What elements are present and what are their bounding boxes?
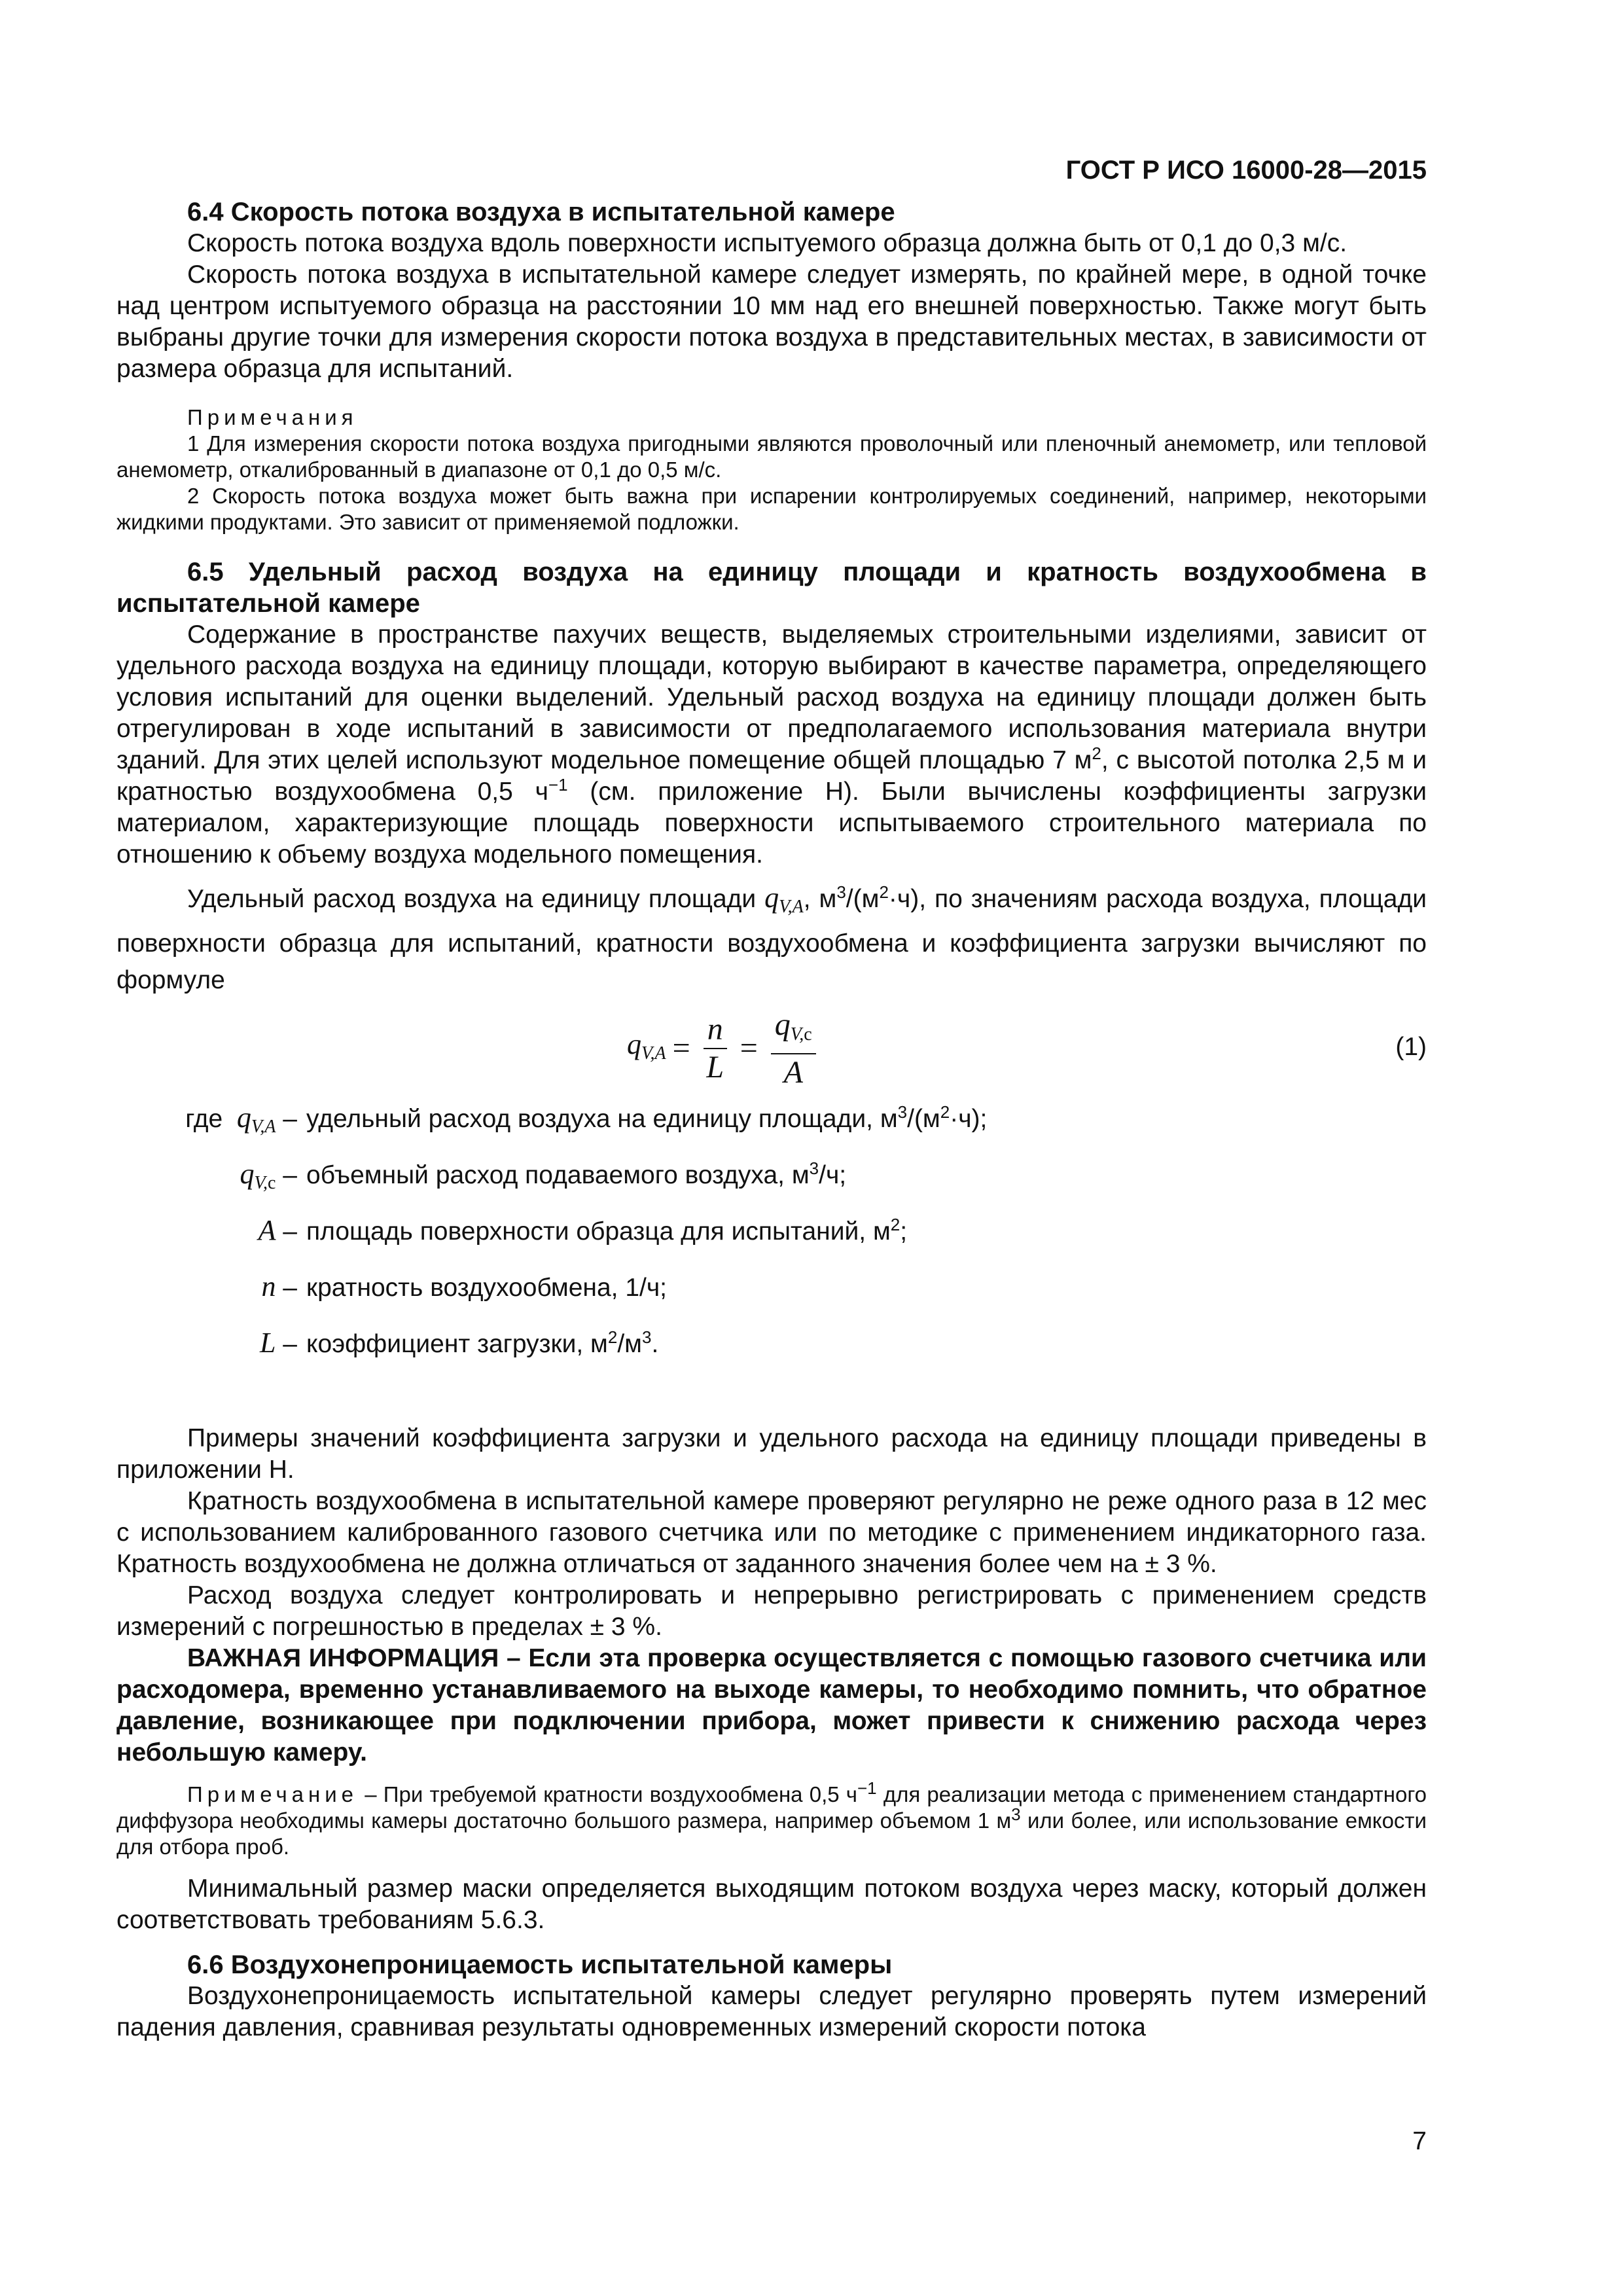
formula-number: (1) — [1395, 1033, 1427, 1061]
s65-paragraph-1: Содержание в пространстве пахучих веществ, выделяемых строительными изделиями, зависит от удельного расхода воздуха на единицу площади, которую выбирают в качестве параметра, определяющего условия испытаний для оценки выделений. Удельный расход воздуха на единицу площади должен быть отрегулирован в ходе испытаний в зависимости от предполагаемого использования материала внутри зданий. Для этих целей используют модельное помещение общей площадью 7 $м^2$, с высотой потолка 2,5 м и кратностью воздухообмена 0,5 $ч^{-1}$ (см. приложение Н). Были вычислены коэффициенты загрузки материалом, характеризующие площадь поверхности испытываемого строительного материала по отношению к объему воздуха модельного помещения. — [116, 620, 1427, 869]
formula-expression: $q_{V,A}$ = $\frac{n}{L}$ = $\frac{q_{V,}c}{A}$ — [627, 1009, 823, 1088]
definition-row: A – площадь поверхности образца для испытаний, $м^2$; — [258, 1214, 908, 1246]
important-information: ВАЖНАЯ ИНФОРМАЦИЯ – Если эта проверка осуществляется с помощью газового счетчика или расходомера, временно устанавливаемого на выходе камеры, то необходимо помнить, что обратное давление, возникающее при подключении прибора, может привести к снижению расхода через небольшую камеру. — [116, 1644, 1427, 1767]
s65-paragraph-5: Расход воздуха следует контролировать и непрерывно регистрировать с применением средств измерений с погрешностью в пределах ± 3 %. — [116, 1581, 1427, 1641]
s65-paragraph-6: Минимальный размер маски определяется выходящим потоком воздуха через маску, который должен соответствовать требованиям 5.6.3. — [116, 1874, 1427, 1934]
definition-row: L – коэффициент загрузки, $м^2/м^3$. — [259, 1327, 659, 1359]
document-id: ГОСТ Р ИСО 16000-28—2015 — [1065, 156, 1427, 185]
note-1: 1 Для измерения скорости потока воздуха пригодными являются проволочный или пленочный анемометр, или тепловой анемометр, откалиброванный в диапазоне от 0,1 до 0,5 м/с. — [116, 431, 1427, 482]
s64-paragraph-1: Скорость потока воздуха вдоль поверхности испытуемого образца должна быть от 0,1 до 0,3 м/с. — [187, 229, 1347, 257]
note-air-exchange: Примечание – При требуемой кратности воздухообмена 0,5 $ч^{-1}$ для реализации метода с применением стандартного диффузора необходимы камеры достаточно большого размера, например объемом 1 $м^3$ или более, или использование емкости для отбора проб. — [116, 1778, 1427, 1859]
symbol-definitions — [116, 1102, 1427, 1384]
note-2: 2 Скорость потока воздуха может быть важна при испарении контролируемых соединений, например, некоторыми жидкими продуктами. Это зависит от применяемой подложки. — [116, 484, 1427, 534]
s65-paragraph-2: Удельный расход воздуха на единицу площади $q_{V,A}$, $м^3/(м^2\cdot ч)$, по значениям расхода воздуха, площади поверхности образца для испытаний, кратности воздухообмена и коэффициента загрузки вычисляют по формуле — [116, 882, 1427, 994]
s66-paragraph-1: Воздухонепроницаемость испытательной камеры следует регулярно проверять путем измерений падения давления, сравнивая результаты одновременных измерений скорости потока — [116, 1982, 1427, 2041]
definition-row: $q_{V,c}$ – объемный расход подаваемого воздуха, $м^3/ч$; — [240, 1158, 847, 1193]
formula-1 — [116, 1009, 1427, 1094]
s65-paragraph-4: Кратность воздухообмена в испытательной камере проверяют регулярно не реже одного раза в 12 мес с использованием калиброванного газового счетчика или по методике с применением индикаторного газа. Кратность воздухообмена не должна отличаться от заданного значения более чем на ± 3 %. — [116, 1487, 1427, 1578]
section-6-4-title: 6.4 Скорость потока воздуха в испытательной камере — [187, 198, 895, 226]
definition-row: n – кратность воздухообмена, 1/ч; — [261, 1270, 668, 1302]
notes-title: Примечания — [187, 405, 358, 429]
page-number: 7 — [1412, 2127, 1427, 2155]
section-6-6-title: 6.6 Воздухонепроницаемость испытательной камеры — [187, 1950, 893, 1979]
page-content — [116, 196, 1427, 2043]
s65-paragraph-3: Примеры значений коэффициента загрузки и удельного расхода на единицу площади приведены в приложении Н. — [116, 1424, 1427, 1484]
section-6-5-title: 6.5 Удельный расход воздуха на единицу площади и кратность воздухообмена в испытательной камере — [116, 558, 1427, 618]
s64-paragraph-2: Скорость потока воздуха в испытательной камере следует измерять, по крайней мере, в одной точке над центром испытуемого образца на расстоянии 10 мм над его внешней поверхностью. Также могут быть выбраны другие точки для измерения скорости потока воздуха в представительных местах, в зависимости от размера образца для испытаний. — [116, 260, 1427, 383]
definition-row: где $q_{V,A}$ – удельный расход воздуха на единицу площади, $м^3/(м^2\cdot ч)$; — [185, 1102, 988, 1137]
